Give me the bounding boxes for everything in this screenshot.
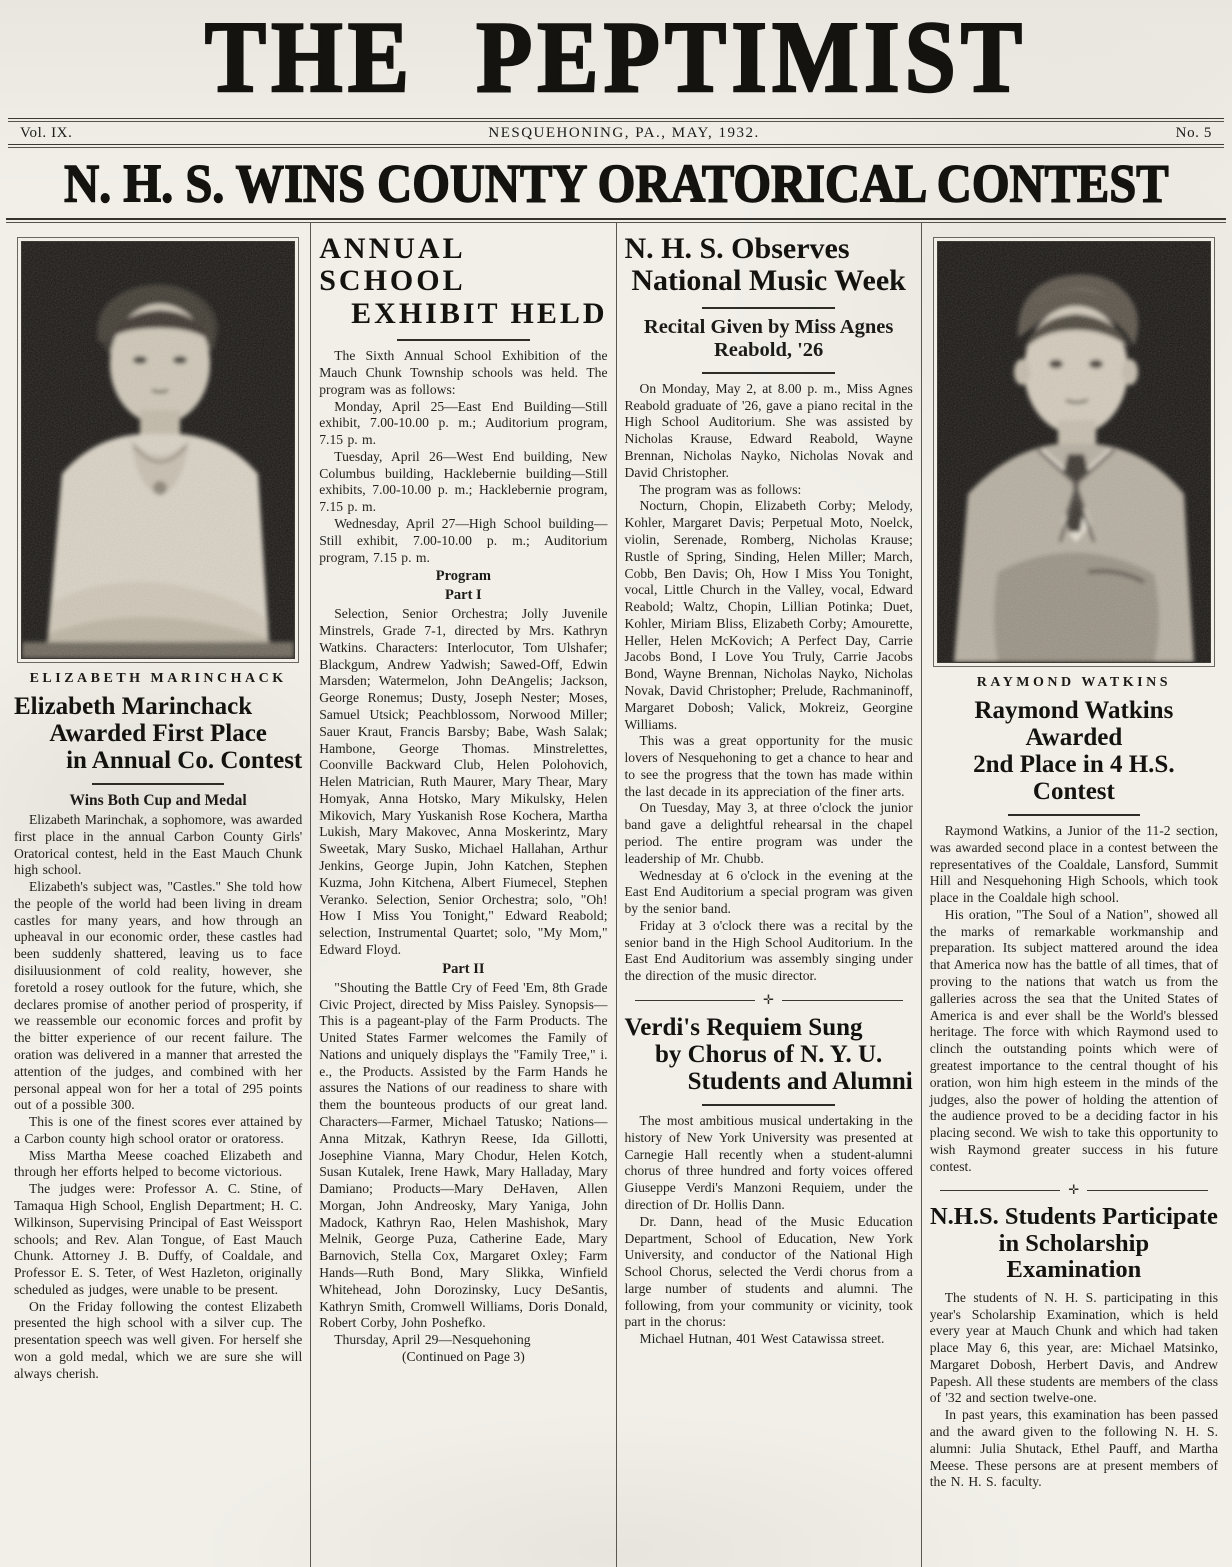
photo-caption-elizabeth: ELIZABETH MARINCHACK [29,671,287,686]
banner-headline-row [0,148,1232,216]
paragraph: On Monday, May 2, at 8.00 p. m., Miss Agnes Reabold graduate of '26, gave a piano recital in the High School Auditorium. She was assisted by Nicholas Krause, Edward Reabold, Wayne Brennan, Nicholas Nayko, Nicholas Novak and David Christopher. [624,380,913,480]
paragraph: "Shouting the Battle Cry of Feed 'Em, 8th Grade Civic Project, directed by Miss Paisley. Synopsis—This is a pageant-play of the Farm Products. The United States Farmer welcomes the Family of Nations and uniquely displays the "Family Tree," i. e., the Products. Assisted by the Farm Hands he assures the Nations of our readiness to share with them the bounteous products of our great land. Characters—Farmer, Michael Tatusko; Nations—Anna Mitzak, Kathryn Reese, Ida Gillotti, Josephine Vianna, Mary Chodur, Helen Kotch, Susan Kutalek, Irene Hawk, Mary Halladay, Mary Damiano; Products—Mary DeHaven, Allen Morgan, John Andreosky, Mary Yaniga, John Madock, Kathryn Rao, Helen Mashishok, Mary Melnik, George Puza, Catherine Eade, Mary Barnovich, Stella Cox, Margaret Oxley; Farm Hands—Ruth Bond, Mary Slikka, Winfield Whitehead, John Dorozinsky, Lucy DeSantis, Kathryn Smith, Cromwell Williams, Doris Donald, Robert Corby, John Poshefko. [319,979,608,1331]
subhead-line: Recital Given by Miss Agnes [643,315,894,338]
paragraph: The program was as follows: [639,481,802,497]
paragraph: Michael Hutnan, 401 West Catawissa street. [639,1331,885,1347]
paragraph: In past years, this examination has been passed and the award given to the following N. H. S. alumni: Julia Shutack, Ethel Pauff, and Martha Meese. These persons are at present members of the N. H. S. faculty. [929,1407,1218,1490]
article-headline-raymond [930,697,1218,805]
cross-ornament-icon: ✛ [763,993,775,1009]
headline-line: N. H. S. Observes [624,232,850,265]
headline-line: in Annual Co. Contest [66,747,303,774]
columns-container [6,223,1226,1567]
paragraph: On the Friday following the contest Elizabeth presented the high school with a silver cup. The presentation speech was well given. For herself she won a gold medal, which we are sure she will always cherish. [14,1298,303,1381]
paragraph: His oration, "The Soul of a Nation", showed all the marks of remarkable workmanship and preparation. Its subject mattered around the idea that America now has the battle of all times, that of proving to the nations that watch us from the galleries across the sea that the United States of America is and ever shall be the World's blessed heritage. The force with which Raymond used to clinch the outstanding points which were of greatest importance to the central thought of his oration, won him high esteem in the minds of the judges, also the power of holding the attention of the audience proved to be a deciding factor in his placing second. We wish to take this opportunity to wish Raymond greater success in his future contest. [929,906,1218,1174]
paragraph: Dr. Dann, head of the Music Education Department, School of Education, New York University, and conductor of the National High School Chorus, selected the Verdi chorus from a large number of students and alumni. The following, from your community or vicinity, took part in the chorus: [624,1213,913,1330]
paragraph: Thursday, April 29—Nesquehoning [334,1332,531,1348]
headline-rule [702,1104,835,1106]
headline-line: 2nd Place in 4 H.S. Contest [973,751,1175,805]
headline-line: EXHIBIT HELD [351,296,608,330]
article-headline-elizabeth [14,693,302,774]
paragraph: The judges were: Professor A. C. Stine, of Tamaqua High School, English Department; H. C. Wilkinson, Supervising Principal of East Weissport schools; and Rev. Alan Tongue, of East Mauch Chunk. Attorney J. B. Duffy, of Coaldale, and Professor E. S. Teter, of West Hazleton, originally scheduled as judges, were unable to be present. [14,1181,303,1297]
article-headline-verdi [625,1014,913,1095]
paragraph: This was a great opportunity for the music lovers of Nesquehoning to get a chance to hear and to see the progress that the town has made within the last decade in its appreciation of the finer arts. [624,733,913,799]
headline-rule [702,307,835,309]
column-2 [310,223,615,1567]
section-divider [940,1183,1208,1198]
paragraph: The students of N. H. S. participating in this year's Scholarship Examination, which is held every year at Mauch Chunk and which had taken place May 6, this year, are: Michael Matsinko, Margaret Dobosh, Herbert Davis, and Andrew Papesh. All these students are members of the class of '32 and section twelve-one. [929,1289,1218,1406]
headline-line: in Scholarship Examination [998,1229,1150,1284]
volume-label: Vol. IX. [20,125,73,141]
dateline [0,122,1232,144]
location-date-label: NESQUEHONING, PA., MAY, 1932. [488,125,760,141]
headline-line: Awarded First Place [49,720,267,747]
part1-label: Part I [445,587,482,604]
headline-line: Raymond Watkins Awarded [974,697,1174,751]
subhead-rule [702,372,835,374]
column-3 [616,223,921,1567]
photo-elizabeth-marinchack [21,241,295,659]
headline-line: ANNUAL SCHOOL [319,232,466,298]
paragraph: On Tuesday, May 3, at three o'clock the junior band gave a delightful rehearsal in the chapel period. The entire program was under the leadership of Mr. Chubb. [624,800,913,866]
paragraph: The Sixth Annual School Exhibition of the Mauch Chunk Township schools was held. The program was as follows: [319,348,608,397]
paragraph: Raymond Watkins, a Junior of the 11-2 section, was awarded second place in a contest between the representatives of the Coaldale, Lansford, Summit Hill and Nesquehoning High Schools, which took place in the Coaldale high school. [929,823,1218,906]
headline-rule [1008,814,1141,816]
divider-line [635,1000,756,1001]
masthead [0,0,1232,118]
column-4 [921,223,1226,1567]
paragraph: Monday, April 25—East End Building—Still exhibit, 7.00-10.00 p. m.; Auditorium program, 7.15 p. m. [319,398,608,448]
headline-line: N.H.S. Students Participate [929,1203,1218,1231]
paragraph: Elizabeth's subject was, "Castles." She told how the people of the world had been living in dream castles for many years, and how through an upheaval in our economic order, these castles had been suddenly shattered, leaving us to face disiluusionment of cold reality, however, she foretold a rosey outlook for the future, which, she declares promise of another period of prosperity, if we reassemble our economic forces and profit by the bitter experience of our recent failure. The oration was delivered in a manner that arrested the attention of the judges, and combined with her personal appeal won for her a total of 295 points out of a possible 300. [14,879,303,1113]
headline-line: Elizabeth Marinchack [14,693,253,720]
paragraph: The most ambitious musical undertaking in the history of New York University was presented at Carnegie Hall recently when a student-alumni chorus of three hundred and forty voices offered Giuseppe Verdi's Manzoni Requiem, under the direction of Dr. Hollis Dann. [624,1113,913,1212]
column-1 [6,223,310,1567]
headline-rule [92,783,225,785]
banner-headline: N. H. S. WINS COUNTY ORATORICAL CONTEST [63,152,1169,214]
section-divider [635,993,903,1008]
photo-caption-raymond: RAYMOND WATKINS [976,675,1171,690]
cross-ornament-icon: ✛ [1068,1183,1080,1199]
divider-line [1087,1190,1208,1191]
subhead-cup-medal: Wins Both Cup and Medal [69,792,247,809]
issue-number-label: No. 5 [1175,125,1212,141]
program-label: Program [435,568,492,585]
subhead-recital [625,316,913,363]
divider-line [782,1000,903,1001]
headline-line: National Music Week [631,264,906,298]
paragraph: Tuesday, April 26—West End building, New Columbus building, Hacklebernie building—Still exhibits, 7.00-10.00 p. m.; Hacklebernie program, 7.15 p. m. [319,448,608,515]
subhead-line: Reabold, '26 [713,339,824,362]
masthead-title: THE PEPTIMIST [204,0,1028,114]
article-headline-scholarship [930,1204,1218,1283]
headline-line: by Chorus of N. Y. U. [654,1041,883,1069]
paragraph: Selection, Senior Orchestra; Jolly Juvenile Minstrels, Grade 7-1, directed by Mrs. Kathryn Watkins. Characters: Interlocutor, Tom Ulshafer; Blackgum, Andrew Yadwish; Sawed-Off, Edwin Marsden; Watermelon, John DeAngelis; Jackson, George Ronemus; Dusty, Joseph Nester; Moses, Samuel Utsick; Peachblossom, Norwood Miller; Sauer Kraut, Francis Barsby; Babe, Wash Salak; Hambone, George Thomas. Minstrelettes, Coonville Backward Club, Helen Polohovich, Helen Matrician, Ruth Maurer, Mary Thear, Mary Homyak, Anna Hotsko, Mary Mikulsky, Helen Mikovich, Mary Yuskanish Rose Kochera, Martha Lukish, Mary Makovec, Anna Moskerintz, Mary Sweetak, Mary Susko, Michael Hallahan, Arthur Jenkins, George Jupin, John Katchen, Stephen Kuzma, John Kitchena, Albert Fiumecel, Stephen Veranko. Selection, Senior Orchestra; solo, "Oh! How I Miss You Tonight," Edward Reabold; selection, Instrumental Quartet; solo, "My Mom," Edward Floyd. [319,606,608,957]
continued-note: (Continued on Page 3) [402,1348,525,1364]
headline-rule [397,339,530,341]
paragraph: Wednesday, April 27—High School building—Still exhibit, 7.00-10.00 p. m.; Auditorium program, 7.15 p. m. [319,515,608,565]
paragraph: Elizabeth Marinchak, a sophomore, was awarded first place in the annual Carbon County Girls' Oratorical contest, held in the East Mauch Chunk high school. [14,812,303,878]
paragraph: Friday at 3 o'clock there was a recital by the senior band in the High School Auditorium. In the East End Auditorium was assembly singing under the direction of the music director. [624,917,913,984]
paragraph: Nocturn, Chopin, Elizabeth Corby; Melody, Kohler, Margaret Davis; Perpetual Moto, Noelck, violin, Serenade, Romberg, Nicholas Krause; Rustle of Spring, Sinding, Helen Miller; March, Cobb, Ben Davis; Oh, How I Miss You Tonight, vocal, Little Church in the Valley, vocal, Edward Reabold; Waltz, Chopin, Lillian Potinka; Duet, Kohler, Miriam Bliss, Elizabeth Corby; Amourette, Heller, Helen McKovich; A Perfect Day, Carrie Jacobs Bond, I Love You Truly, Carrie Jacobs Bond, Wayne Brennan, Nicholas Nayko, Nicholas Novak, David Christopher; Prelude, Rachmaninoff, Margaret Dobosh; Valick, Mokreiz, Georgine Williams. [624,498,913,732]
part2-label: Part II [442,960,485,977]
headline-line: Verdi's Requiem Sung [624,1014,863,1042]
paragraph: This is one of the finest scores ever attained by a Carbon county high school orator or oratoress. [14,1114,303,1146]
paragraph: Miss Martha Meese coached Elizabeth and through her efforts helped to become victorious. [14,1147,303,1180]
divider-line [940,1190,1061,1191]
paragraph: Wednesday at 6 o'clock in the evening at the East End Auditorium a special program was given by the senior band. [624,867,913,917]
photo-raymond-watkins [937,241,1211,663]
headline-line: Students and Alumni [687,1068,913,1096]
article-headline-music-week [625,233,913,298]
article-headline-exhibit [319,233,607,330]
